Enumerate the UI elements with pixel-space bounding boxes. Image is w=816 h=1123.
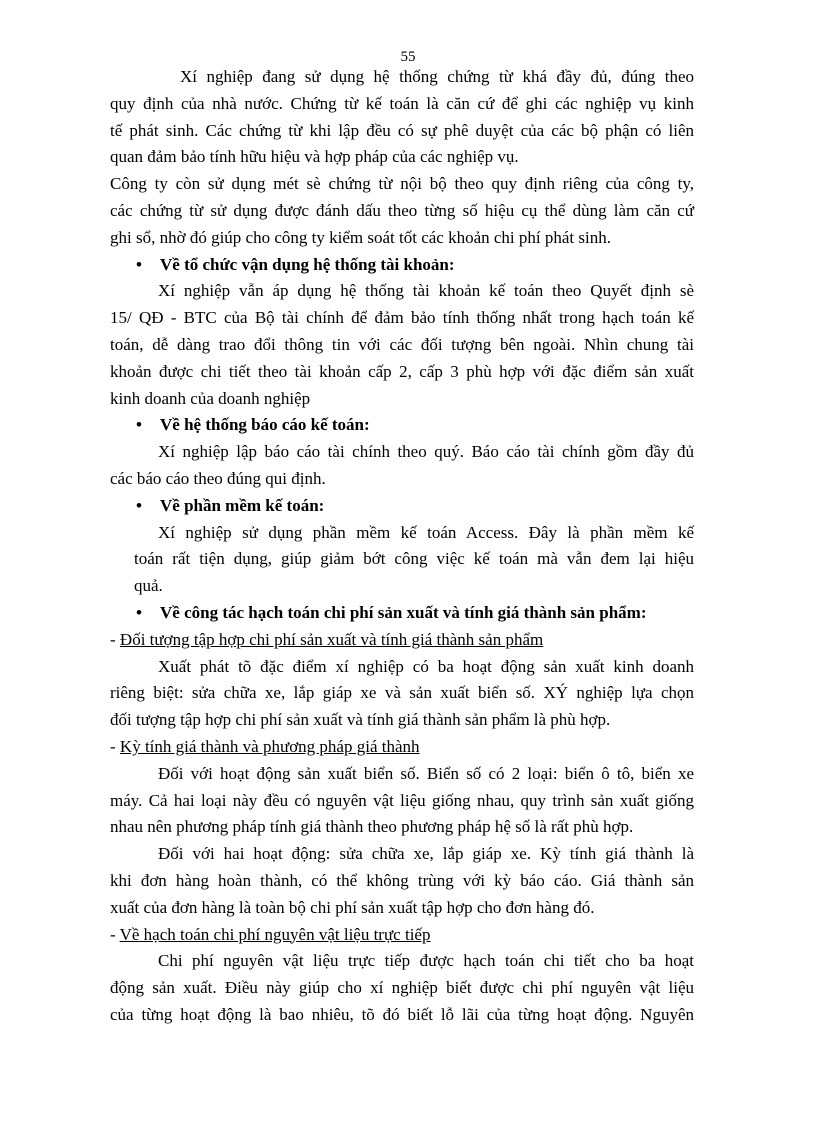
bullet-heading: • Về phần mềm kế toán:: [110, 493, 694, 520]
para-line: quan đảm bảo tính hữu hiệu và hợp pháp của các nghiệp vụ.: [110, 147, 519, 167]
bullet-heading: • Về hệ thống báo cáo kế toán:: [110, 412, 694, 439]
para-line: Công ty còn sử dụng mét sè chứng từ nội bộ theo quy định riêng của công ty,: [110, 174, 694, 194]
para-line: Đối với hoạt động sản xuất biển số. Biển số có 2 loại: biển ô tô, biển xe: [158, 763, 694, 783]
document-body: [110, 64, 694, 1029]
para-line: Chi phí nguyên vật liệu trực tiếp được hạch toán chi tiết cho ba hoạt: [158, 951, 694, 971]
para-line: động sản xuất. Điều này giúp cho xí nghiệp biết được chi phí nguyên vật liệu: [110, 978, 694, 998]
para-line: Xuất phát tõ đặc điểm xí nghiệp có ba hoạt động sản xuất kinh doanh: [158, 656, 694, 676]
para-line: Xí nghiệp sử dụng phần mềm kế toán Access. Đây là phần mềm kế: [158, 522, 694, 542]
para-line: máy. Cả hai loại này đều có nguyên vật liệu giống nhau, quy trình sản xuất giống: [110, 790, 694, 810]
para-line: Xí nghiệp vẫn áp dụng hệ thống tài khoản kế toán theo Quyết định sè: [158, 281, 694, 301]
para-line: Xí nghiệp đang sử dụng hệ thống chứng từ khá đầy đủ, đúng theo: [180, 67, 694, 86]
subheading-dash: -: [110, 924, 120, 944]
para-line: nhau nên phương pháp tính giá thành theo phương pháp hệ số là rất phù hợp.: [110, 817, 634, 837]
para-line: quả.: [134, 576, 163, 596]
para-line: Đối với hai hoạt động: sửa chữa xe, lắp giáp xe. Kỳ tính giá thành là: [158, 844, 694, 864]
para-line: các báo cáo theo đúng qui định.: [110, 468, 326, 488]
para-line: kinh doanh của doanh nghiệp: [110, 388, 311, 408]
subheading-dash: -: [110, 736, 120, 756]
para-line: 15/ QĐ - BTC của Bộ tài chính để đảm bảo tính thống nhất trong hạch toán kế: [110, 308, 694, 328]
bullet-heading: • Về công tác hạch toán chi phí sản xuất và tính giá thành sản phẩm:: [110, 600, 694, 627]
para-line: khi đơn hàng hoàn thành, có thể không trùng với kỳ báo cáo. Giá thành sản: [110, 870, 694, 890]
subheading-title: Kỳ tính giá thành và phương pháp giá thành: [119, 736, 420, 756]
para-line: toán rất tiện dụng, giúp giảm bớt công việc kế toán mà vẫn đem lại hiệu: [134, 549, 694, 569]
para-line: xuất của đơn hàng là toàn bộ chi phí sản xuất tập hợp cho đơn hàng đó.: [110, 897, 595, 917]
para-line: quy định của nhà nước. Chứng từ kế toán là căn cứ để ghi các nghiệp vụ kinh: [110, 93, 694, 113]
para-line: khoản được chi tiết theo tài khoản cấp 2, cấp 3 phù hợp với đặc điểm sản xuất: [110, 361, 694, 381]
para-line: của từng hoạt động là bao nhiêu, tõ đó biết lỗ lãi của từng hoạt động. Nguyên: [110, 1004, 694, 1024]
subheading: [110, 627, 694, 654]
page-number: 55: [400, 49, 416, 65]
subheading-title: Đối tượng tập hợp chi phí sản xuất và tính giá thành sản phẩm: [119, 629, 544, 649]
subheading: [110, 734, 694, 761]
subheading-title: Về hạch toán chi phí nguyên vật liệu trực tiếp: [119, 924, 431, 944]
subheading-dash: -: [110, 629, 120, 649]
para-line: các chứng từ sử dụng được đánh dấu theo từng số hiệu cụ thể dùng làm căn cứ: [110, 200, 694, 220]
bullet-heading: • Về tổ chức vận dụng hệ thống tài khoản:: [110, 252, 694, 279]
para-line: riêng biệt: sửa chữa xe, lắp giáp xe và sản xuất biển số. XÝ nghiệp lựa chọn: [110, 683, 694, 703]
para-line: Xí nghiệp lập báo cáo tài chính theo quý. Báo cáo tài chính gồm đầy đủ: [158, 442, 694, 462]
para-line: tế phát sinh. Các chứng từ khi lập đều có sự phê duyệt của các bộ phận có liên: [110, 120, 694, 140]
para-line: toán, dễ dàng trao đổi thông tin với các đối tượng bên ngoài. Nhìn chung tài: [110, 334, 694, 354]
subheading: [110, 922, 694, 949]
para-line: ghi sổ, nhờ đó giúp cho công ty kiểm soát tốt các khoản chi phí phát sinh.: [110, 227, 611, 247]
para-line: đối tượng tập hợp chi phí sản xuất và tính giá thành sản phẩm là phù hợp.: [110, 710, 611, 730]
